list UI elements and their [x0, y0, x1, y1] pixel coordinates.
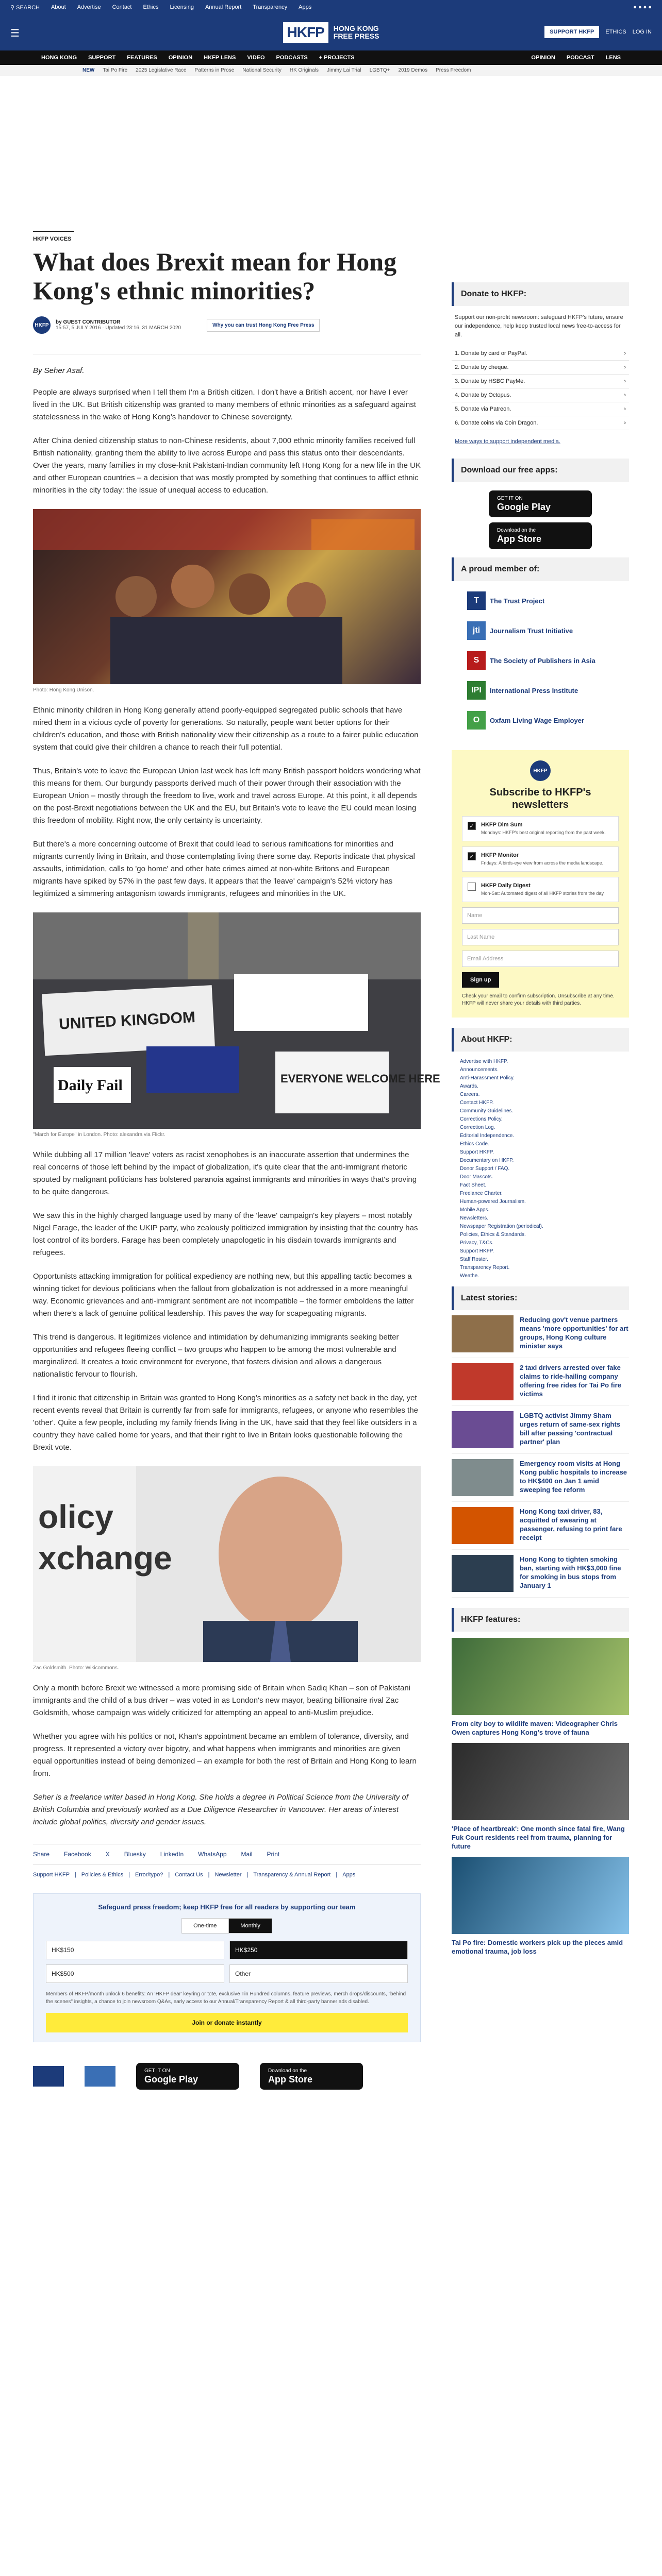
- member-logos: [452, 581, 629, 740]
- apps-badges: [452, 482, 629, 557]
- about-link[interactable]: Mobile Apps.: [460, 1207, 490, 1213]
- trending-item[interactable]: National Security: [242, 67, 282, 73]
- photo-caption: Zac Goldsmith. Photo: Wikicommons.: [33, 1665, 119, 1671]
- paragraph: Whether you agree with his politics or not, Khan's appointment became an emblem of tolerance, diversity, and progress. It represented a victory over bigotry, and what happens when immigrants and minorities are given equal opportunities instead of being demonized – an example for both the rest of Britain and Hong Kong to learn from.: [33, 1732, 417, 1778]
- about-link[interactable]: Privacy, T&Cs.: [460, 1240, 494, 1246]
- trending-item[interactable]: Patterns in Prose: [194, 67, 235, 73]
- newsletter-desc: Mon-Sat: Automated digest of all HKFP stories from the day.: [481, 891, 605, 896]
- story-thumbnail: [452, 1363, 514, 1400]
- google-play-badge[interactable]: [136, 2063, 239, 2090]
- last-name-input[interactable]: Last Name: [462, 929, 619, 945]
- footer-link[interactable]: Error/typo?: [135, 1872, 163, 1878]
- sidebar: [452, 282, 629, 1956]
- story-title: Hong Kong taxi driver, 83, acquitted of swearing at passenger, refusing to print fare receipt: [520, 1507, 622, 1541]
- share-mail[interactable]: Mail: [241, 1851, 253, 1858]
- about-link[interactable]: About: [51, 4, 66, 10]
- story-title: Emergency room visits at Hong Kong public hospitals to increase to HK$400 on Jan 1 amid sweeping fee reform: [520, 1460, 627, 1494]
- share-facebook[interactable]: Facebook: [64, 1851, 91, 1858]
- photo-selfie-group: [33, 509, 421, 684]
- about-link[interactable]: Transparency Report.: [460, 1265, 510, 1270]
- sopa-icon: S: [467, 651, 486, 670]
- ethics-header-link[interactable]: ETHICS: [605, 29, 626, 35]
- nav-item[interactable]: FEATURES: [127, 55, 157, 61]
- login-link[interactable]: LOG IN: [632, 29, 652, 35]
- nav-item[interactable]: PODCASTS: [276, 55, 308, 61]
- about-link[interactable]: Documentary on HKFP.: [460, 1158, 514, 1163]
- tab-one-time[interactable]: One-time: [181, 1918, 228, 1934]
- photo-illustration: [33, 1466, 421, 1662]
- tab-monthly[interactable]: Monthly: [228, 1918, 272, 1934]
- member-logo[interactable]: [467, 619, 614, 642]
- about-link[interactable]: Door Mascots.: [460, 1174, 493, 1180]
- contact-link[interactable]: Contact: [112, 4, 132, 10]
- article-dates: 15:57, 5 JULY 2016 · Updated 23:16, 31 MARCH 2020: [56, 325, 181, 331]
- feature-image: [452, 1743, 629, 1820]
- donate-option[interactable]: [452, 375, 629, 388]
- badge-big: App Store: [268, 2074, 313, 2084]
- footer-link[interactable]: Newsletter: [214, 1872, 242, 1878]
- footer-app-badges: [33, 2063, 421, 2090]
- latest-story[interactable]: [452, 1550, 629, 1598]
- badge-small: Download on the: [268, 2068, 307, 2074]
- photo-caption: "March for Europe" in London. Photo: alexandra via Flickr.: [33, 1132, 166, 1138]
- membership-note: Members of HKFP/month unlock 6 benefits: An 'HKFP dear' keyring or tote, exclusive Tin Hundred columns, feature previews, merch drops/discounts, "behind the scenes" insights, a chance to join newsroom Q&As, early access to our Annual/Transparency Report & all third-party banner ads disabled.: [46, 1991, 406, 2005]
- paragraph: Opportunists attacking immigration for political expediency are nothing new, but this appalling tactic becomes a winning ticket for devious politicians when the fallout from globalization is not addressed in a more meaningful way. Economic grievances and anti-immigrant sentiment are not incompatible – the former emboldens the latter when there's a lack of genuine political leadership. This paves the way for scapegoating migrants.: [33, 1272, 414, 1318]
- paragraph: I find it ironic that citizenship in Britain was granted to Hong Kong's minorities as a safety net back in the day, yet recent events reveal that Britain is currently far from safe for immigrants, refugees, or anyone who resembles the 'other'. Quite a few people, including my family friends living in the UK, have said that they feel like outsiders in a country they have called home for years, and that their right to live in Britain looks questionable following the Brexit vote.: [33, 1394, 418, 1452]
- article-kicker[interactable]: HKFP VOICES: [33, 231, 74, 242]
- trending-bar: [0, 65, 662, 76]
- site-header: [0, 14, 662, 50]
- feature-story[interactable]: [452, 1743, 629, 1851]
- footer-link[interactable]: Support HKFP: [33, 1872, 70, 1878]
- paragraph: Only a month before Brexit we witnessed a more promising side of Britain when Sadiq Khan – son of Pakistani immigrants and the child of a bus driver – was voted in as London's new mayor, beating billionaire rival Zac Goldsmith, whose campaign was widely criticized for attempting an appeal to anti-Muslim prejudice.: [33, 1684, 411, 1717]
- join-donate-button[interactable]: Join or donate instantly: [46, 2013, 408, 2032]
- search-label: SEARCH: [16, 4, 40, 11]
- newsletter-desc: Mondays: HKFP's best original reporting from the past week.: [481, 830, 606, 835]
- sign-text: olicy: [38, 1498, 113, 1535]
- story-thumbnail: [452, 1507, 514, 1544]
- about-link[interactable]: Advertise with HKFP.: [460, 1059, 508, 1064]
- features-heading: HKFP features:: [452, 1608, 629, 1632]
- member-name: The Society of Publishers in Asia: [490, 656, 595, 665]
- latest-story[interactable]: [452, 1454, 629, 1502]
- donate-amounts: [46, 1941, 408, 1983]
- badge-big: Google Play: [144, 2074, 198, 2084]
- about-list: [452, 1052, 629, 1286]
- author-avatar: HKFP: [33, 316, 51, 334]
- logo-line1: HONG KONG: [333, 24, 379, 32]
- nav-item[interactable]: LENS: [605, 55, 621, 61]
- trending-item[interactable]: 2019 Demos: [398, 67, 428, 73]
- social-icons[interactable]: ● ● ● ●: [633, 4, 652, 10]
- trust-icon: T: [467, 591, 486, 610]
- about-link[interactable]: Newsletters.: [460, 1215, 489, 1221]
- trending-item[interactable]: 2025 Legislative Race: [136, 67, 187, 73]
- about-link[interactable]: Awards.: [460, 1083, 478, 1089]
- story-title: Hong Kong to tighten smoking ban, starting with HK$3,000 fine for smoking in bus stops from January 1: [520, 1555, 621, 1589]
- paragraph: People are always surprised when I tell them I'm a British citizen. I don't have a British accent, nor have I ever lived in the UK. But British citizenship was granted to many members of ethnic minorities as a safeguard against statelessness in the wake of Hong Kong's handover to Chinese sovereignty.: [33, 388, 416, 421]
- trending-item[interactable]: Tai Po Fire: [103, 67, 128, 73]
- member-logo[interactable]: [467, 679, 614, 702]
- article: [33, 231, 440, 2090]
- photo-march-for-europe: [33, 912, 440, 1129]
- sign-text: EVERYONE WELCOME HERE: [280, 1072, 440, 1085]
- paragraph: Ethnic minority children in Hong Kong generally attend poorly-equipped segregated public schools that have mired them in a vicious cycle of poverty for generations. So naturally, people want better options for their children's education, and those with British nationality view their citizenship as a route to a fairer public education system that could give their children a chance to reach their full potential.: [33, 706, 419, 752]
- story-title: LGBTQ activist Jimmy Sham urges return of same-sex rights bill after passing 'contractual partner' plan: [520, 1412, 621, 1446]
- photo-illustration: [33, 912, 440, 1129]
- newsletter-option[interactable]: [462, 877, 619, 902]
- nav-item[interactable]: SUPPORT: [88, 55, 116, 61]
- nav-item[interactable]: PODCAST: [566, 55, 594, 61]
- option-label: 3. Donate by HSBC PayMe.: [455, 378, 525, 384]
- logo-box: HKFP: [283, 22, 328, 43]
- story-title: Reducing gov't venue partners means 'more opportunities' for art groups, Hong Kong culture minister says: [520, 1316, 628, 1350]
- member-name: Oxfam Living Wage Employer: [490, 716, 585, 724]
- menu-icon[interactable]: ☰: [10, 28, 20, 39]
- story-thumbnail: [452, 1459, 514, 1496]
- amount-other[interactable]: Other: [229, 1964, 408, 1983]
- donate-heading: Donate to HKFP:: [452, 282, 629, 306]
- top-utility-bar: [0, 0, 662, 14]
- member-heading: A proud member of:: [452, 557, 629, 581]
- about-link[interactable]: Support HKFP.: [460, 1149, 494, 1155]
- checkbox-icon[interactable]: [468, 883, 476, 891]
- checkbox-checked-icon[interactable]: ✓: [468, 822, 476, 830]
- paragraph: Thus, Britain's vote to leave the European Union last week has left many British passport holders wondering what this means for them. Our burgundy passports derived much of their power through their association with the European Union – mostly through the freedom to live, work and travel across Europe. At this point, it all depends on the post-Brexit negotiations between the UK and the EU, but Britain's vote to leave the EU could mean losing this freedom of mobility. Right now, the only certainty is uncertainty.: [33, 767, 421, 825]
- about-link[interactable]: Correction Log.: [460, 1125, 495, 1130]
- newsletter-note: Check your email to confirm subscription. Unsubscribe at any time. HKFP will never share your details with third parties.: [462, 993, 615, 1006]
- about-link[interactable]: Announcements.: [460, 1067, 499, 1073]
- amount-option[interactable]: HK$500: [46, 1964, 224, 1983]
- badge-big: App Store: [497, 534, 542, 544]
- donate-option[interactable]: [452, 347, 629, 361]
- chevron-right-icon: ›: [624, 378, 626, 384]
- jti-logo: [85, 2066, 115, 2087]
- licensing-link[interactable]: Licensing: [170, 4, 194, 10]
- feature-story[interactable]: [452, 1857, 629, 1956]
- chevron-right-icon: ›: [624, 392, 626, 398]
- about-link[interactable]: Freelance Charter.: [460, 1191, 503, 1196]
- nav-item[interactable]: + PROJECTS: [319, 55, 355, 61]
- about-link[interactable]: Careers.: [460, 1092, 480, 1097]
- member-logo[interactable]: [467, 649, 614, 672]
- about-link[interactable]: Staff Roster.: [460, 1257, 488, 1262]
- share-print[interactable]: Print: [267, 1851, 280, 1858]
- about-link[interactable]: Anti-Harassment Policy.: [460, 1075, 515, 1081]
- newsletter-option[interactable]: [462, 846, 619, 872]
- paragraph: We saw this in the highly charged language used by many of the 'leave' campaign's key players – most notably Nigel Farage, the leader of the UKIP party, who zealously politicized immigration by insisting that the country has lost control of its borders. Farage has been completely unapologetic in his disdain towards immigrants and refugees.: [33, 1211, 418, 1257]
- chevron-right-icon: ›: [624, 364, 626, 370]
- newsletter-desc: Fridays: A birds-eye view from across the media landscape.: [481, 860, 604, 866]
- about-link[interactable]: Contact HKFP.: [460, 1100, 494, 1106]
- trending-item[interactable]: Press Freedom: [436, 67, 471, 73]
- transparency-link[interactable]: Transparency: [253, 4, 288, 10]
- feature-image: [452, 1857, 629, 1934]
- new-label: NEW: [82, 67, 95, 73]
- paragraph: After China denied citizenship status to non-Chinese residents, about 7,000 ethnic minority families received full British nationality, granting them the ability to live across Europe and pass this status onto their descendants. Over the years, many families in my close-knit Pakistani-Indian community left Hong Kong for a new life in the UK and other European countries – a decision that was mostly prompted by something that continues to afflict ethnic minorities in the city today: the issue of unequal access to education.: [33, 436, 421, 495]
- nav-item[interactable]: HKFP LENS: [204, 55, 236, 61]
- member-name: Journalism Trust Initiative: [490, 626, 573, 635]
- newsletter-name: HKFP Dim Sum: [481, 822, 523, 828]
- about-link[interactable]: Corrections Policy.: [460, 1116, 503, 1122]
- footer-link[interactable]: Policies & Ethics: [81, 1872, 124, 1878]
- newsletter-name: HKFP Daily Digest: [481, 883, 531, 889]
- latest-story[interactable]: [452, 1502, 629, 1550]
- email-input[interactable]: Email Address: [462, 951, 619, 967]
- share-bluesky[interactable]: Bluesky: [124, 1851, 146, 1858]
- story-thumbnail: [452, 1315, 514, 1352]
- feature-image: [452, 1638, 629, 1715]
- member-logo[interactable]: [467, 709, 614, 732]
- article-byline: By Seher Asaf.: [33, 354, 421, 375]
- article-footer-links: Support HKFP | Policies & Ethics | Error/typo? | Contact Us | Newsletter | Transparency & Annual Report | Apps: [33, 1872, 356, 1878]
- app-store-badge[interactable]: [489, 522, 592, 549]
- badge-small: GET IT ON: [497, 496, 523, 501]
- footer-link[interactable]: Contact Us: [175, 1872, 203, 1878]
- member-name: The Trust Project: [490, 597, 545, 605]
- footer-link[interactable]: Apps: [342, 1872, 356, 1878]
- amount-option-selected[interactable]: HK$250: [229, 1941, 408, 1959]
- donate-option[interactable]: [452, 416, 629, 430]
- latest-list: [452, 1310, 629, 1598]
- app-store-badge[interactable]: [260, 2063, 363, 2090]
- badge-small: Download on the: [497, 528, 536, 533]
- about-link[interactable]: Support HKFP.: [460, 1248, 494, 1254]
- option-label: 1. Donate by card or PayPal.: [455, 350, 527, 357]
- nav-item[interactable]: HONG KONG: [41, 55, 77, 61]
- newsletter-title: Subscribe to HKFP's newsletters: [489, 787, 591, 810]
- story-title: 2 taxi drivers arrested over fake claims to ride-hailing company offering free rides for Tai Po fire victims: [520, 1364, 621, 1398]
- feature-title: Tai Po fire: Domestic workers pick up the pieces amid emotional trauma, job loss: [452, 1939, 623, 1955]
- donate-box-title: Safeguard press freedom; keep HKFP free for all readers by supporting our team: [98, 1903, 356, 1911]
- signup-button[interactable]: Sign up: [462, 972, 499, 988]
- apps-link[interactable]: Apps: [299, 4, 312, 10]
- support-hkfp-button[interactable]: SUPPORT HKFP: [544, 26, 599, 38]
- photo-caption: Photo: Hong Kong Unison.: [33, 687, 94, 693]
- oxfam-icon: O: [467, 711, 486, 730]
- trust-project-logo: [33, 2066, 64, 2087]
- ipi-icon: IPI: [467, 681, 486, 700]
- checkbox-checked-icon[interactable]: ✓: [468, 852, 476, 860]
- share-bar: [33, 1844, 421, 1865]
- ethics-link[interactable]: Ethics: [143, 4, 159, 10]
- about-heading: About HKFP:: [452, 1028, 629, 1052]
- about-link[interactable]: Editorial Independence.: [460, 1133, 515, 1139]
- site-logo[interactable]: [283, 22, 379, 43]
- apps-heading: Download our free apps:: [452, 459, 629, 482]
- author-name[interactable]: by GUEST CONTRIBUTOR: [56, 319, 121, 325]
- nav-item[interactable]: VIDEO: [247, 55, 265, 61]
- donate-frequency-tabs: [46, 1918, 408, 1934]
- option-label: 2. Donate by cheque.: [455, 364, 509, 370]
- sign-text: xchange: [38, 1539, 172, 1577]
- nav-item[interactable]: OPINION: [531, 55, 555, 61]
- about-link[interactable]: Policies, Ethics & Standards.: [460, 1232, 526, 1238]
- latest-story[interactable]: [452, 1310, 629, 1358]
- more-ways-link[interactable]: More ways to support independent media.: [455, 438, 560, 445]
- author-bio: Seher is a freelance writer based in Hong Kong. She holds a degree in Political Science from the University of British Columbia and previously worked as a Due Diligence Researcher in Vancouver. Her areas of interest include global politics, diversity and gender issues.: [33, 1793, 408, 1826]
- feature-title: 'Place of heartbreak': One month since fatal fire, Wang Fuk Court residents reel from trauma, planning for future: [452, 1825, 625, 1850]
- share-linkedin[interactable]: LinkedIn: [160, 1851, 184, 1858]
- trending-item[interactable]: HK Originals: [289, 67, 319, 73]
- member-logo[interactable]: [467, 589, 614, 612]
- feature-title: From city boy to wildlife maven: Videographer Chris Owen captures Hong Kong's trove of fauna: [452, 1720, 618, 1736]
- nav-item[interactable]: OPINION: [168, 55, 193, 61]
- option-label: 4. Donate by Octopus.: [455, 392, 511, 398]
- feature-story[interactable]: [452, 1638, 629, 1737]
- latest-heading: Latest stories:: [452, 1286, 629, 1310]
- paragraph: But there's a more concerning outcome of Brexit that could lead to serious ramifications for minorities and migrants currently living in Britain, and those contemplating living there some day. Reports indicate that physical assaults, intimidation, calls to 'go home' and other hate crimes aimed at non-white Britons and European migrants have spiked by 57% in the past few days. It appears that the 'leave' campaign's 52% victory has legitimized a simmering antagonism towards immigrants, refugees and minorities in the UK.: [33, 840, 415, 898]
- about-link[interactable]: Fact Sheet.: [460, 1182, 487, 1188]
- badge-big: Google Play: [497, 502, 551, 512]
- donate-option[interactable]: [452, 402, 629, 416]
- chevron-right-icon: ›: [624, 350, 626, 357]
- amount-option[interactable]: HK$150: [46, 1941, 224, 1959]
- option-label: 5. Donate via Patreon.: [455, 406, 511, 412]
- about-link[interactable]: Weathe.: [460, 1273, 479, 1279]
- member-name: International Press Institute: [490, 686, 578, 694]
- main-nav: [0, 50, 662, 65]
- photo-zac-goldsmith: [33, 1466, 421, 1662]
- newsletter-box: [452, 750, 629, 1018]
- about-link[interactable]: Ethics Code.: [460, 1141, 489, 1147]
- share-whatsapp[interactable]: WhatsApp: [198, 1851, 227, 1858]
- newsletter-option[interactable]: [462, 816, 619, 841]
- trending-item[interactable]: Jimmy Lai Trial: [327, 67, 361, 73]
- newsletter-name: HKFP Monitor: [481, 852, 519, 858]
- advertise-link[interactable]: Advertise: [77, 4, 101, 10]
- sign-text: Daily Fail: [58, 1077, 123, 1094]
- donate-option[interactable]: [452, 361, 629, 375]
- about-link[interactable]: Human-powered Journalism.: [460, 1199, 526, 1205]
- sign-text: UNITED KINGDOM: [58, 1008, 196, 1033]
- latest-story[interactable]: [452, 1406, 629, 1454]
- about-link[interactable]: Community Guidelines.: [460, 1108, 514, 1114]
- newsletter-badge: HKFP: [530, 760, 551, 781]
- story-thumbnail: [452, 1555, 514, 1592]
- name-input[interactable]: Name: [462, 907, 619, 924]
- photo-illustration: [33, 509, 421, 684]
- article-meta: [33, 316, 421, 334]
- trust-link[interactable]: Why you can trust Hong Kong Free Press: [207, 319, 320, 332]
- latest-story[interactable]: [452, 1358, 629, 1406]
- donate-box: [33, 1893, 421, 2042]
- footer-link[interactable]: Transparency & Annual Report: [253, 1872, 331, 1878]
- logo-line2: FREE PRESS: [333, 32, 379, 40]
- article-title: What does Brexit mean for Hong Kong's ethnic minorities?: [33, 247, 397, 305]
- google-play-badge[interactable]: [489, 490, 592, 517]
- option-label: 6. Donate coins via Coin Dragon.: [455, 420, 538, 426]
- share-label: Share: [33, 1851, 50, 1858]
- jti-icon: jti: [467, 621, 486, 640]
- donate-option[interactable]: [452, 388, 629, 402]
- paragraph: While dubbing all 17 million 'leave' voters as racist xenophobes is an inaccurate assertion that undermines the real concerns of those left behind by the impact of globalization, it's quite clear that the anti-immigrant rhetoric spouted by malignant politicians has bolstered paranoia against immigrants and minorities in ways that's proving to be quite dangerous.: [33, 1150, 417, 1196]
- search-link[interactable]: ⚲ SEARCH: [10, 4, 40, 11]
- chevron-right-icon: ›: [624, 406, 626, 412]
- about-link[interactable]: Newspaper Registration (periodical).: [460, 1224, 543, 1229]
- trending-item[interactable]: LGBTQ+: [369, 67, 390, 73]
- annual-report-link[interactable]: Annual Report: [205, 4, 242, 10]
- badge-small: GET IT ON: [144, 2068, 170, 2074]
- donate-text: Support our non-profit newsroom: safeguard HKFP's future, ensure our independence, help keep trusted local news free-to-access for all.: [455, 314, 623, 338]
- story-thumbnail: [452, 1411, 514, 1448]
- share-x[interactable]: X: [105, 1851, 110, 1858]
- paragraph: This trend is dangerous. It legitimizes violence and intimidation by dehumanizing immigrants seeking better opportunities and refugees fleeing conflict – two groups who happen to be among the most vulnerable and marginalized. It creates a toxic environment for everyone, that fosters division and allows a dangerous nationalistic fervour to flourish.: [33, 1333, 399, 1379]
- chevron-right-icon: ›: [624, 420, 626, 426]
- about-link[interactable]: Donor Support / FAQ.: [460, 1166, 510, 1172]
